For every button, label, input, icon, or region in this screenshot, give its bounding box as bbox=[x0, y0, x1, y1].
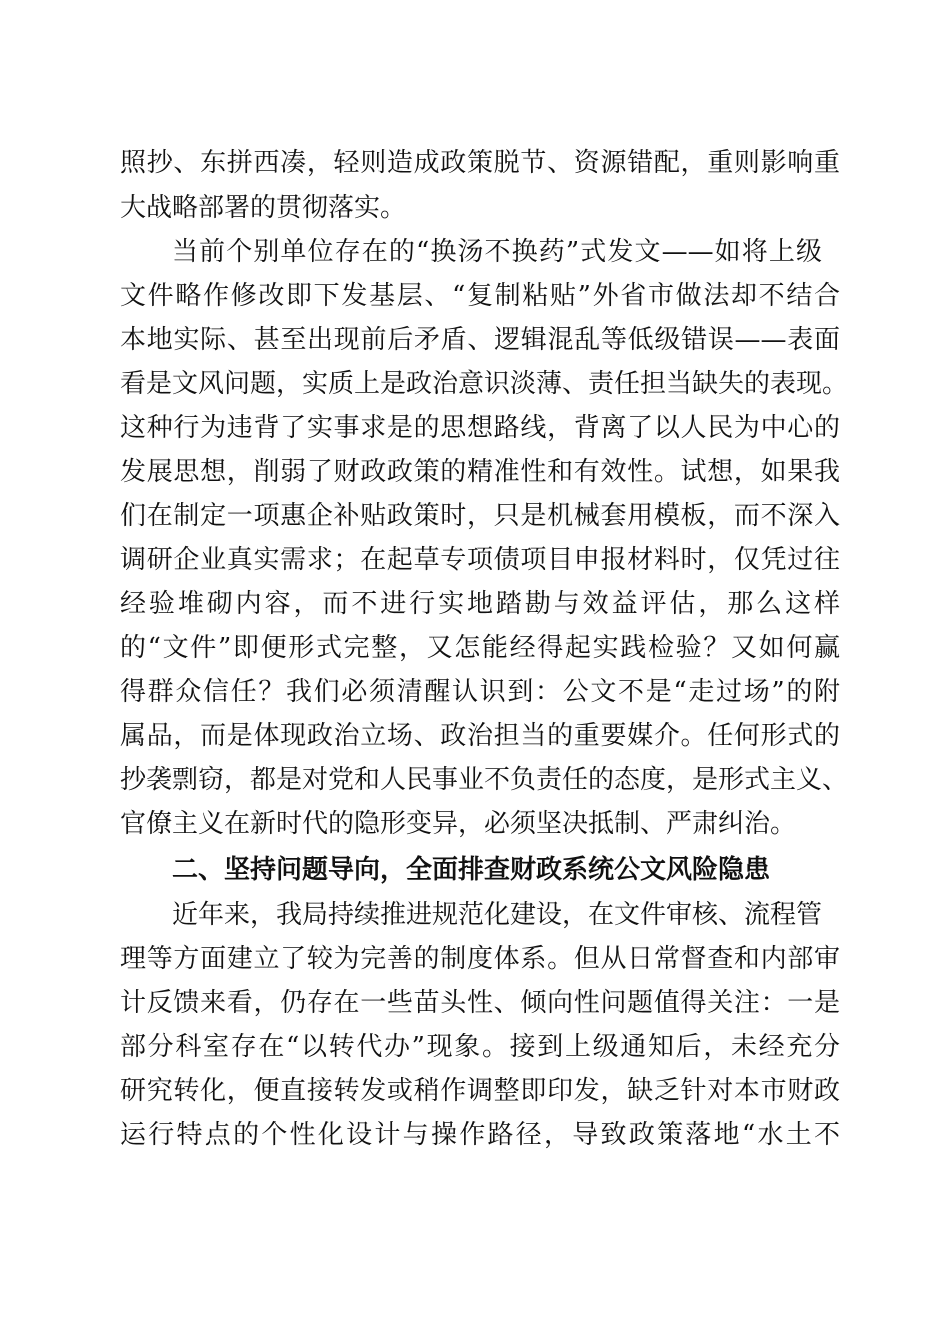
paragraph-2-line-7: 们在制定一项惠企补贴政策时，只是机械套用模板，而不深入 bbox=[120, 501, 840, 531]
paragraph-2-line-8: 调研企业真实需求；在起草专项债项目申报材料时，仅凭过往 bbox=[120, 545, 840, 575]
section-heading-2: 二、坚持问题导向，全面排查财政系统公文风险隐患 bbox=[172, 855, 771, 885]
paragraph-2-line-11: 得群众信任？我们必须清醒认识到：公文不是“走过场”的附 bbox=[120, 677, 840, 707]
paragraph-2-line-13: 抄袭剽窃，都是对党和人民事业不负责任的态度，是形式主义、 bbox=[120, 765, 849, 795]
paragraph-3-line-6: 运行特点的个性化设计与操作路径，导致政策落地“水土不 bbox=[120, 1120, 840, 1150]
paragraph-3-line-4: 部分科室存在“以转代办”现象。接到上级通知后，未经充分 bbox=[120, 1032, 840, 1062]
paragraph-2-line-1: 当前个别单位存在的“换汤不换药”式发文——如将上级 bbox=[172, 237, 822, 267]
paragraph-2-line-14: 官僚主义在新时代的隐形变异，必须坚决抵制、严肃纠治。 bbox=[120, 809, 797, 839]
paragraph-3-line-3: 计反馈来看，仍存在一些苗头性、倾向性问题值得关注：一是 bbox=[120, 988, 840, 1018]
paragraph-2-line-5: 这种行为违背了实事求是的思想路线，背离了以人民为中心的 bbox=[120, 413, 840, 443]
paragraph-1-line-1: 照抄、东拼西凑，轻则造成政策脱节、资源错配，重则影响重 bbox=[120, 148, 840, 178]
paragraph-2-line-12: 属品，而是体现政治立场、政治担当的重要媒介。任何形式的 bbox=[120, 721, 840, 751]
paragraph-2-line-4: 看是文风问题，实质上是政治意识淡薄、责任担当缺失的表现。 bbox=[120, 369, 849, 399]
paragraph-2-line-6: 发展思想，削弱了财政政策的精准性和有效性。试想，如果我 bbox=[120, 457, 840, 487]
paragraph-3-line-1: 近年来，我局持续推进规范化建设，在文件审核、流程管 bbox=[172, 900, 823, 930]
paragraph-2-line-9: 经验堆砌内容，而不进行实地踏勘与效益评估，那么这样 bbox=[120, 589, 840, 619]
paragraph-3-line-5: 研究转化，便直接转发或稍作调整即印发，缺乏针对本市财政 bbox=[120, 1076, 840, 1106]
paragraph-2-line-2: 文件略作修改即下发基层、“复制粘贴”外省市做法却不结合 bbox=[120, 281, 840, 311]
paragraph-1-line-2: 大战略部署的贯彻落实。 bbox=[120, 193, 407, 223]
paragraph-2-line-10: 的“文件”即便形式完整，又怎能经得起实践检验？又如何赢 bbox=[120, 633, 840, 663]
paragraph-2-line-3: 本地实际、甚至出现前后矛盾、逻辑混乱等低级错误——表面 bbox=[120, 325, 840, 355]
paragraph-3-line-2: 理等方面建立了较为完善的制度体系。但从日常督查和内部审 bbox=[120, 944, 840, 974]
